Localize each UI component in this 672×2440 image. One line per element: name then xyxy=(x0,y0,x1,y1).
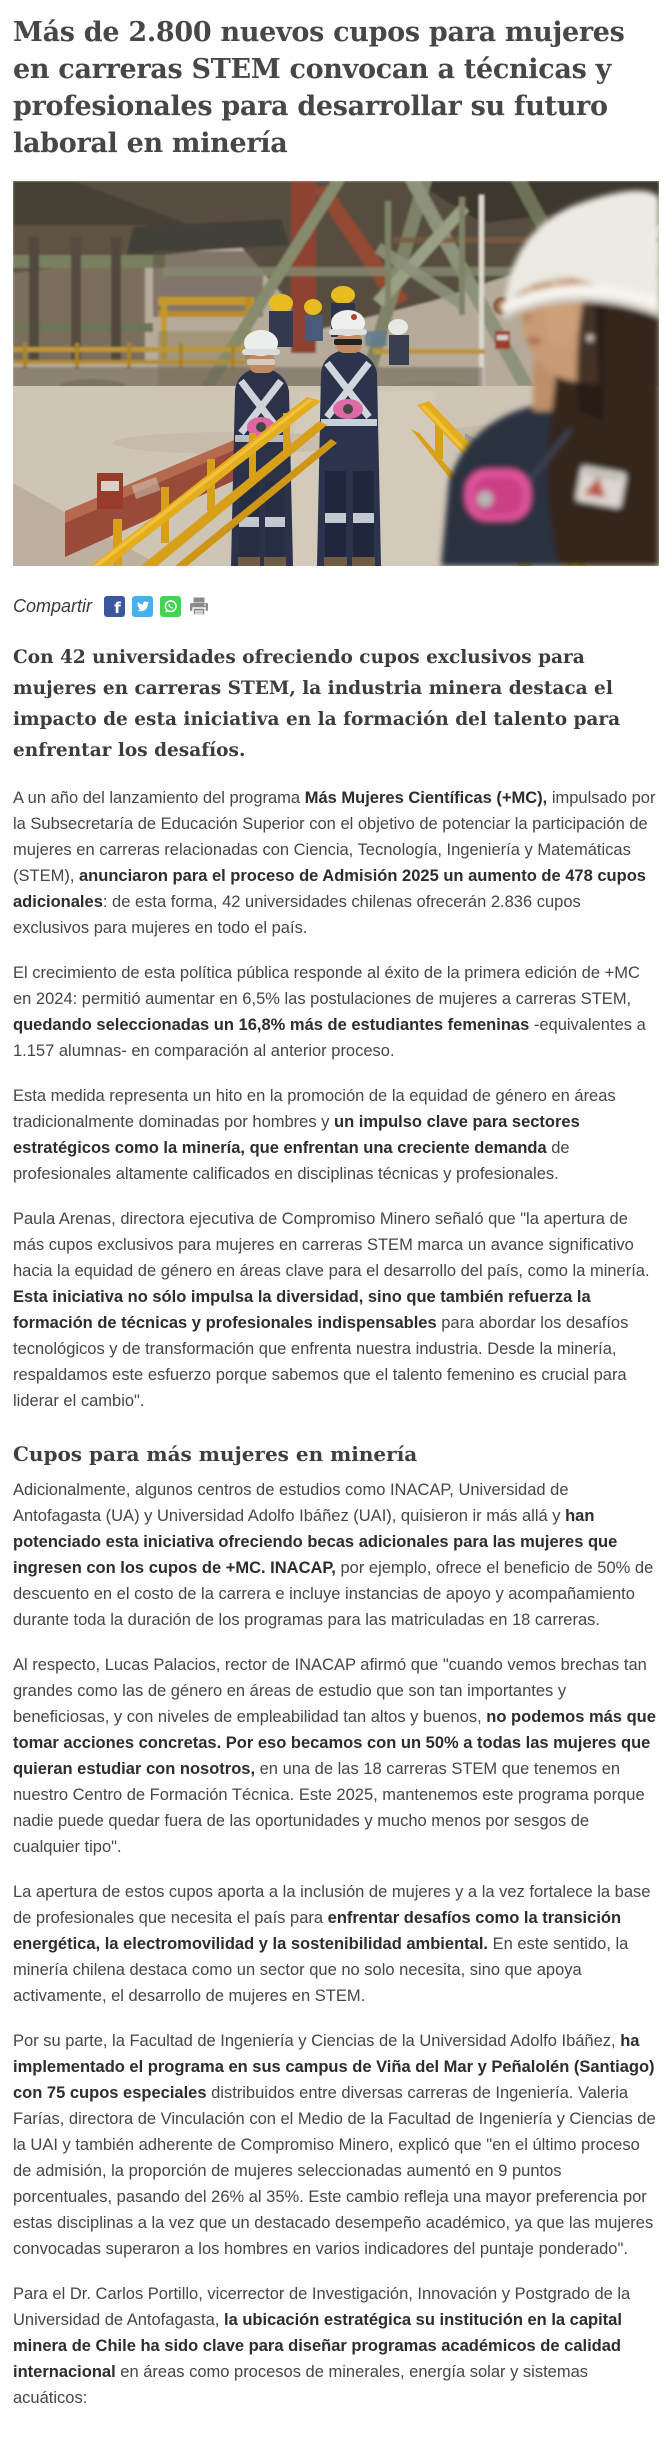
article-paragraph-9: Para el Dr. Carlos Portillo, vicerrector de Investigación, Innovación y Postgrado de la Universidad de Antofagasta, la ubicación estratégica su institución en la capital minera de Chile ha sido clave para diseñar programas académicos de calidad internacional en áreas como procesos de minerales, energía solar y sistemas acuáticos: xyxy=(13,2285,631,2407)
section-heading: Cupos para más mujeres en minería xyxy=(13,1442,418,1466)
hero-image xyxy=(13,181,659,566)
article-paragraph-5: Adicionalmente, algunos centros de estudios como INACAP, Universidad de Antofagasta (UA) y Universidad Adolfo Ibáñez (UAI), quisieron ir más allá y han potenciado esta iniciativa ofreciendo becas adicionales para las mujeres que ingresen con los cupos de +MC. INACAP, por ejemplo, ofrece el beneficio de 50% de descuento en el costo de la carrera e incluye instancias de apoyo y acompañamiento durante toda la duración de los programas para las matriculadas en 18 carreras. xyxy=(13,1481,654,1629)
facebook-icon xyxy=(104,596,125,617)
article-paragraph-8: Por su parte, la Facultad de Ingeniería y Ciencias de la Universidad Adolfo Ibáñez, ha implementado el programa en sus campus de Viña del Mar y Peñalolén (Santiago) con 75 cupos especiales distribuidos entre diversas carreras de Ingeniería. Valeria Farías, directora de Vinculación con el Medio de la Facultad de Ingeniería y Ciencias de la UAI y también adherente de Compromiso Minero, explicó que "en el último proceso de admisión, la proporción de mujeres seleccionadas aumentó en 9 puntos porcentuales, pasando del 26% al 35%. Este cambio refleja una mayor preferencia por estas disciplinas a la vez que un destacado desempeño académico, ya que las mujeres convocadas superaron a los hombres en varios indicadores del puntaje ponderado". xyxy=(13,2032,656,2258)
article-paragraph-3: Esta medida representa un hito en la promoción de la equidad de género en áreas tradicionalmente dominadas por hombres y un impulso clave para sectores estratégicos como la minería, que enfrentan una creciente demanda de profesionales altamente calificados en disciplinas técnicas y profesionales. xyxy=(13,1087,616,1183)
article-lead: Con 42 universidades ofreciendo cupos exclusivos para mujeres en carreras STEM, la industria minera destaca el impacto de esta iniciativa en la formación del talento para enfrentar los desafíos. xyxy=(13,647,621,761)
twitter-icon xyxy=(132,596,153,617)
share-print-button[interactable] xyxy=(188,596,209,617)
share-bar xyxy=(13,595,659,617)
article-paragraph-6: Al respecto, Lucas Palacios, rector de INACAP afirmó que "cuando vemos brechas tan grandes como las de género en áreas de estudio que son tan importantes y beneficiosas, y con niveles de empleabilidad tan altos y buenos, no podemos más que tomar acciones concretas. Por eso becamos con un 50% a todas las mujeres que quieran estudiar con nosotros, en una de las 18 carreras STEM que tenemos en nuestro Centro de Formación Técnica. Este 2025, mantenemos este programa porque nadie puede quedar fuera de las oportunidades y mucho menos por sesgos de cualquier tipo". xyxy=(13,1656,656,1856)
share-label: Compartir xyxy=(13,595,93,616)
print-icon xyxy=(188,596,210,617)
article-paragraph-7: La apertura de estos cupos aporta a la inclusión de mujeres y a la vez fortalece la base de profesionales que necesita el país para enfrentar desafíos como la transición energética, la electromovilidad y la sostenibilidad ambiental. En este sentido, la minería chilena destaca como un sector que no solo necesita, sino que apoya activamente, el desarrollo de mujeres en STEM. xyxy=(13,1883,651,2005)
whatsapp-icon xyxy=(160,596,181,617)
article-paragraph-2: El crecimiento de esta política pública responde al éxito de la primera edición de +MC en 2024: permitió aumentar en 6,5% las postulaciones de mujeres a carreras STEM, quedando seleccionadas un 16,8% más de estudiantes femeninas -equivalentes a 1.157 alumnas- en comparación al anterior proceso. xyxy=(13,964,646,1060)
share-whatsapp-button[interactable] xyxy=(160,596,181,617)
share-twitter-button[interactable] xyxy=(132,596,153,617)
page-title: Más de 2.800 nuevos cupos para mujeres en carreras STEM convocan a técnicas y profesionales para desarrollar su futuro laboral en minería xyxy=(13,17,625,159)
share-facebook-button[interactable] xyxy=(104,596,125,617)
svg-text:f: f xyxy=(114,598,121,617)
mining-plant-photo xyxy=(13,181,659,566)
article-paragraph-1: A un año del lanzamiento del programa Más Mujeres Científicas (+MC), impulsado por la Subsecretaría de Educación Superior con el objetivo de potenciar la participación de mujeres en carreras relacionadas con Ciencia, Tecnología, Ingeniería y Matemáticas (STEM), anunciaron para el proceso de Admisión 2025 un aumento de 478 cupos adicionales: de esta forma, 42 universidades chilenas ofrecerán 2.836 cupos exclusivos para mujeres en todo el país. xyxy=(13,789,656,937)
article-paragraph-4: Paula Arenas, directora ejecutiva de Compromiso Minero señaló que "la apertura de más cupos exclusivos para mujeres en carreras STEM marca un avance significativo hacia la equidad de género en áreas clave para el desarrollo del país, como la minería. Esta iniciativa no sólo impulsa la diversidad, sino que también refuerza la formación de técnicas y profesionales indispensables para abordar los desafíos tecnológicos y de transformación que enfrenta nuestra industria. Desde la minería, respaldamos este esfuerzo porque sabemos que el talento femenino es crucial para liderar el cambio". xyxy=(13,1210,650,1410)
